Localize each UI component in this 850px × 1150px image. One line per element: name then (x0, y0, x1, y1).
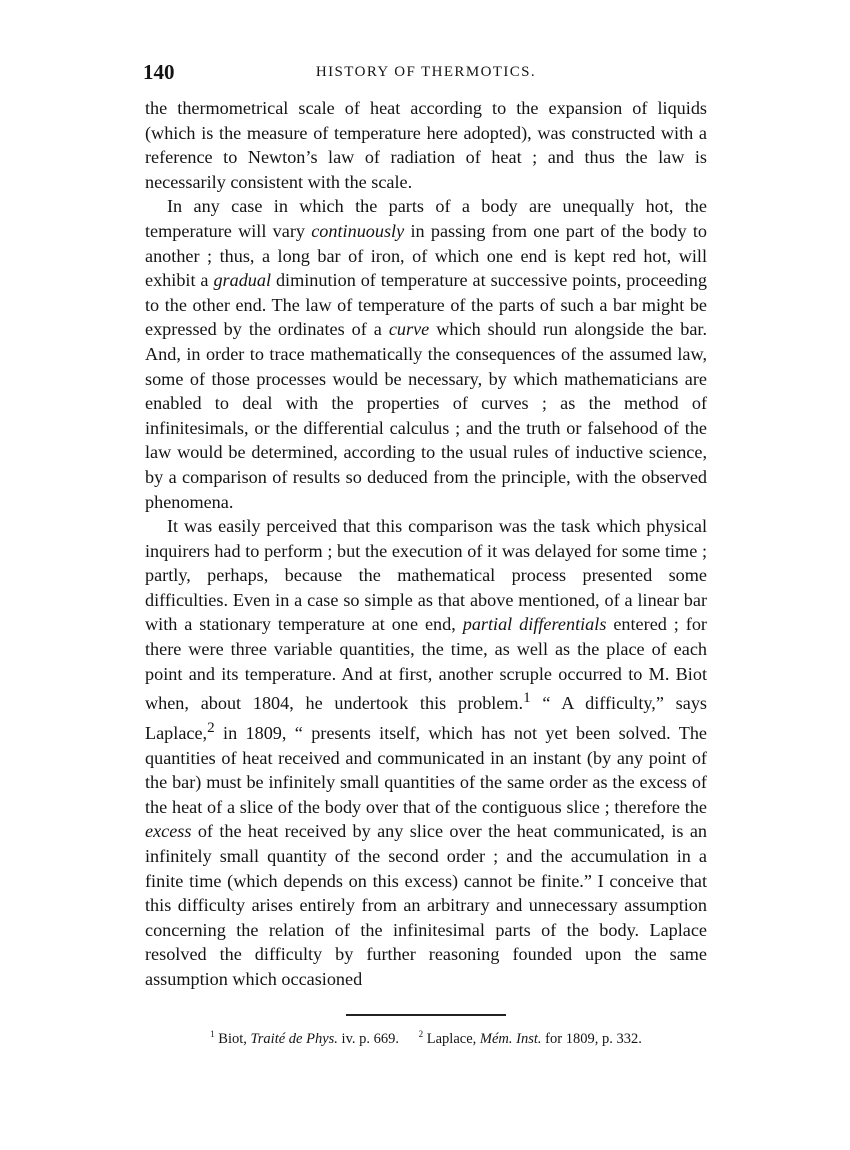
footnote-author: Biot, (218, 1030, 251, 1047)
paragraph-text: diminution of temperature at successive points, proceeding to the other end. The law of temperature of the parts of such a bar might be expressed by the ordinates of a (145, 270, 707, 340)
italic-term: excess (145, 821, 192, 842)
paragraph-text: “ A difficulty,” says Laplace, (145, 693, 707, 743)
book-page (145, 60, 707, 1049)
body-text (145, 96, 707, 992)
paragraph-text: entered ; for there were three variable quantities, the time, as well as the place of each point and its temperature. And at first, another scruple occurred to M. Biot when, about 1804, he undertook this problem. (145, 614, 707, 714)
footnote-title: Mém. Inst. (479, 1030, 542, 1047)
italic-term: continuously (311, 220, 405, 241)
paragraph (145, 194, 707, 514)
paragraph-text: in passing from one part of the body to another ; thus, a long bar of iron, of which one end is kept red hot, will exhibit a (145, 220, 707, 291)
italic-term: gradual (213, 270, 272, 291)
italic-term: curve (388, 319, 430, 340)
page-number: 140 (143, 60, 175, 84)
running-head: HISTORY OF THERMOTICS. (315, 64, 537, 80)
paragraph-text: It was easily perceived that this comparison was the task which physical inquirers had to perform ; but the execution of it was delayed for some time ; partly, perhaps, because the mathematical process presented some difficulties. Even in a case so simple as that above mentioned, of a linear bar with a stationary temperature at one end, (145, 516, 707, 635)
paragraph (145, 96, 707, 194)
paragraph (145, 514, 707, 991)
paragraph-text: of the heat received by any slice over the heat communicated, is an infinitely small quantity of the second order ; and the accumulation in a finite time (which depends on this excess) cannot be finite.” I conceive that this difficulty arises entirely from an arbitrary and unnecessary assumption concerning the relation of the infinitesimal parts of the body. Laplace resolved the difficulty by further reasoning founded upon the same assumption which occasioned (145, 821, 707, 989)
paragraph-text: in 1809, “ presents itself, which has not yet been solved. The quantities of heat received and communicated in an instant (by any point of the bar) must be infinitely small quantities of the same order as the excess of the heat of a slice of the body over that of the contiguous slice ; therefore the (145, 722, 707, 817)
footnote-reference: 2 (207, 718, 215, 736)
paragraph-text: which should run alongside the bar. And, in order to trace mathematically the consequences of the assumed law, some of those processes would be necessary, by which mathematicians are enabled to deal with the properties of curves ; as the method of infinitesimals, or the differential calculus ; and the truth or falsehood of the law would be determined, according to the usual rules of inductive science, by a comparison of results so deduced from the principle, with the observed phenomena. (145, 319, 707, 512)
footnote-author: Laplace, (426, 1030, 480, 1047)
italic-term: partial differentials (462, 614, 607, 635)
footnote-citation: for 1809, p. 332. (541, 1030, 642, 1047)
footnote (418, 1028, 642, 1047)
page-header (145, 60, 707, 86)
paragraph-text: In any case in which the parts of a body are unequally hot, the temperature will vary (145, 196, 707, 241)
footnote (210, 1028, 400, 1047)
footnote-marker: 1 (210, 1028, 215, 1039)
footnote-reference: 1 (523, 689, 531, 707)
footnote-citation: iv. p. 669. (337, 1030, 400, 1047)
footnote-marker: 2 (418, 1028, 424, 1039)
footnotes (145, 1024, 707, 1049)
footnote-title: Traité de Phys. (250, 1030, 338, 1047)
footnote-divider (346, 1014, 506, 1016)
paragraph-text: the thermometrical scale of heat according to the expansion of liquids (which is the measure of temperature here adopted), was constructed with a reference to Newton’s law of radiation of heat ; and thus the law is necessarily consistent with the scale. (145, 98, 707, 192)
